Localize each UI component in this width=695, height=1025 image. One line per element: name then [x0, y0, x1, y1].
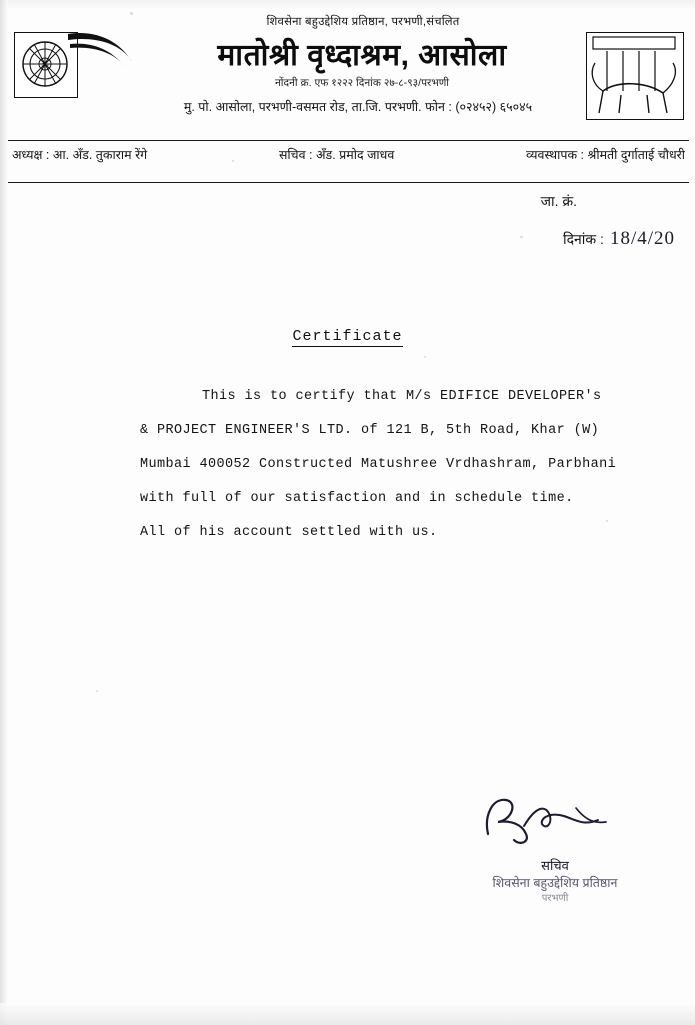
organization-title: मातोश्री वृध्दाश्रम, आसोला: [217, 39, 507, 72]
registration-line: नोंदनी क्र. एफ १२२२ दिनांक २७-८-९३/परभणी: [274, 77, 450, 89]
certificate-line-5: All of his account settled with us.: [140, 525, 438, 540]
certificate-line-2: & PROJECT ENGINEER'S LTD. of 121 B, 5th Road, Khar (W): [140, 423, 600, 438]
signature-caption: सचिव: [541, 858, 569, 873]
scan-edge-left: [0, 0, 8, 1025]
date-line: [563, 228, 675, 250]
reference-number: [541, 192, 577, 211]
certificate-line-1: This is to certify that M/s EDIFICE DEVELOPER's: [202, 389, 602, 404]
scan-speck: [232, 160, 234, 162]
certificate-body: [140, 380, 685, 550]
date-value: 18/4/20: [609, 228, 675, 249]
scan-edge-bottom: [0, 1003, 695, 1025]
officer-secretary: [279, 146, 394, 163]
officer-secretary-role: सचिव :: [278, 148, 313, 162]
stamp-line-1: शिवसेना बहुउद्देशिय प्रतिष्ठान: [492, 876, 618, 890]
scan-speck: [96, 690, 98, 692]
certificate-line-3: Mumbai 400052 Constructed Matushree Vrdhashram, Parbhani: [140, 457, 617, 472]
officers-row: [8, 146, 689, 163]
svg-text:ॐ: ॐ: [41, 61, 49, 70]
officer-president: [12, 146, 147, 163]
signature-block: [430, 790, 680, 906]
certificate-line-4: with full of our satisfaction and in schedule time.: [140, 491, 574, 506]
letterhead-divider-top: [8, 140, 689, 141]
address-line: मु. पो. आसोला, परभणी-वसमत रोड, ता.जि. परभणी. फोन : (०२४५२) ६५०४५: [183, 100, 533, 114]
officer-manager: [526, 146, 685, 163]
scan-edge-top: [0, 0, 695, 10]
officer-manager-name: श्रीमती दुर्गाताई चौधरी: [587, 148, 685, 162]
letterhead: [8, 14, 688, 162]
officer-manager-role: व्यवस्थापक :: [526, 148, 584, 162]
letterhead-divider-bottom: [8, 182, 689, 183]
office-stamp: [430, 876, 680, 906]
officer-president-name: आ. अँड. तुकाराम रेंगे: [52, 148, 148, 162]
scan-speck: [606, 520, 608, 522]
scan-speck: [130, 12, 133, 15]
swoosh-icon: [66, 28, 134, 70]
certificate-title: Certificate: [292, 328, 403, 345]
handwritten-signature-icon: [430, 790, 680, 850]
officer-secretary-name: अँड. प्रमोद जाधव: [316, 148, 395, 162]
scan-speck: [520, 236, 523, 238]
organization-subtitle: शिवसेना बहुउद्देशिय प्रतिष्ठान, परभणी,संचलित: [266, 16, 460, 28]
scan-speck: [424, 356, 426, 358]
officer-president-role: अध्यक्ष :: [12, 148, 50, 162]
date-label: दिनांक :: [562, 231, 604, 247]
chair-emblem-icon: [586, 32, 684, 120]
stamp-line-2: परभणी: [541, 893, 569, 904]
reference-number-label: जा. क्रं.: [540, 193, 577, 209]
